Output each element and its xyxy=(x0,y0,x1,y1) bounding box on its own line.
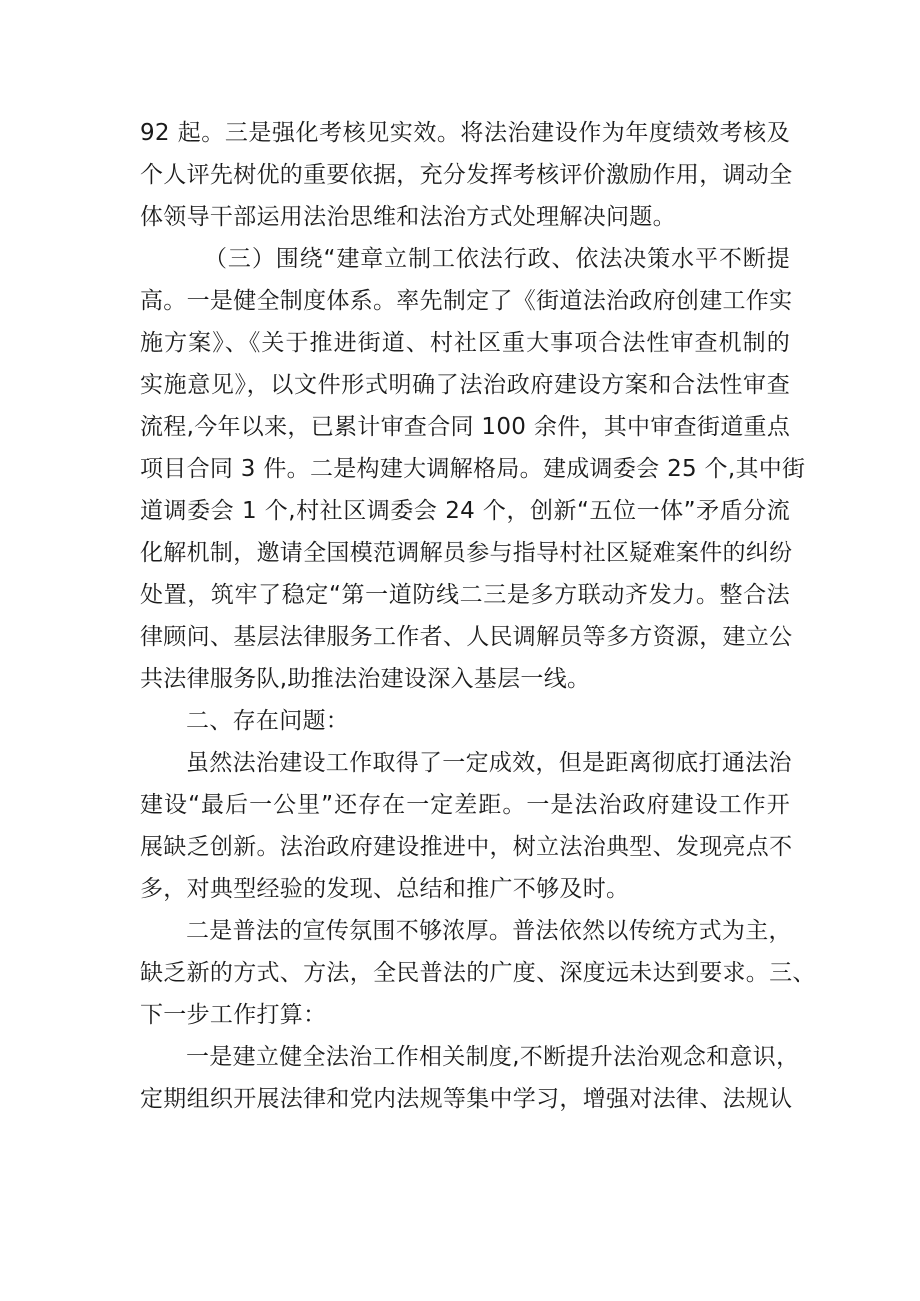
text-line: 下一步工作打算： xyxy=(140,1002,327,1028)
text-line: 高。一是健全制度体系。率先制定了《街道法治政府创建工作实 xyxy=(140,288,793,314)
text-line: 展缺乏创新。法治政府建设推进中，树立法治典型、发现亮点不 xyxy=(140,834,793,860)
text-line: 处置，筑牢了稳定“第一道防线二三是多方联动齐发力。整合法 xyxy=(140,582,790,608)
text-line: 施方案》、《关于推进街道、村社区重大事项合法性审查机制的 xyxy=(140,330,790,356)
text-line: （三）围绕“建章立制工依法行政、依法决策水平不断提 xyxy=(204,246,790,272)
text-line: 缺乏新的方式、方法，全民普法的广度、深度远未达到要求。三、 xyxy=(140,960,816,986)
text-line: 二是普法的宣传氛围不够浓厚。普法依然以传统方式为主， xyxy=(186,918,792,944)
text-line: 二、存在问题： xyxy=(186,708,350,734)
text-line: 虽然法治建设工作取得了一定成效，但是距离彻底打通法治 xyxy=(186,750,792,776)
text-line: 项目合同 3 件。二是构建大调解格局。建成调委会 25 个,其中街 xyxy=(140,456,806,482)
text-line: 体领导干部运用法治思维和法治方式处理解决问题。 xyxy=(140,204,676,230)
text-line: 92 起。三是强化考核见实效。将法治建设作为年度绩效考核及 xyxy=(140,120,790,146)
text-line: 多，对典型经验的发现、总结和推广不够及时。 xyxy=(140,876,630,902)
text-line: 实施意见》，以文件形式明确了法治政府建设方案和合法性审查 xyxy=(140,372,790,398)
text-line: 律顾问、基层法律服务工作者、人民调解员等多方资源，建立公 xyxy=(140,624,793,650)
text-line: 流程,今年以来，已累计审查合同 100 余件，其中审查街道重点 xyxy=(140,414,791,440)
text-line: 个人评先树优的重要依据，充分发挥考核评价激励作用，调动全 xyxy=(140,162,793,188)
text-line: 建设“最后一公里”还存在一定差距。一是法治政府建设工作开 xyxy=(140,792,790,818)
text-line: 道调委会 1 个,村社区调委会 24 个，创新“五位一体”矛盾分流 xyxy=(140,498,790,524)
text-line: 一是建立健全法治工作相关制度,不断提升法治观念和意识， xyxy=(186,1044,800,1070)
text-line: 共法律服务队,助推法治建设深入基层一线。 xyxy=(140,666,591,692)
text-line: 化解机制，邀请全国模范调解员参与指导村社区疑难案件的纠纷 xyxy=(140,540,793,566)
text-line: 定期组织开展法律和党内法规等集中学习，增强对法律、法规认 xyxy=(140,1086,793,1112)
document-body xyxy=(140,112,816,1120)
